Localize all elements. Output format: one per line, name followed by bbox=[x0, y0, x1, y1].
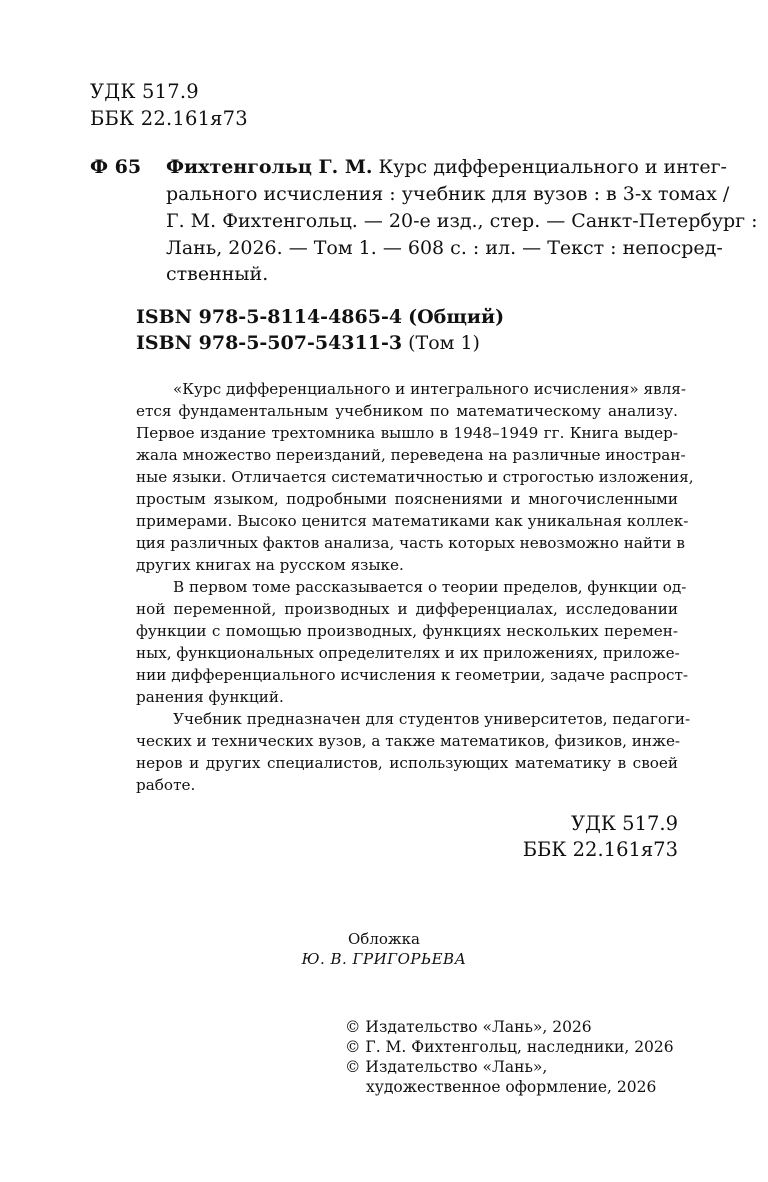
catalog-title: Курс дифференциального и интег- bbox=[378, 156, 727, 178]
copyright-line: © Издательство «Лань», bbox=[345, 1058, 548, 1076]
catalog-line bbox=[166, 156, 727, 178]
abstract-line: других книгах на русском языке. bbox=[136, 556, 404, 574]
abstract-line: ных, функциональных определителях и их приложениях, приложе- bbox=[136, 644, 680, 662]
abstract-line: ранения функций. bbox=[136, 688, 284, 706]
isbn-number: ISBN 978-5-507-54311-3 bbox=[136, 332, 403, 354]
abstract-line: В первом томе рассказывается о теории пределов, функции од- bbox=[173, 578, 687, 596]
udk-code: УДК 517.9 bbox=[90, 80, 199, 103]
abstract-line: примерами. Высоко ценится математиками как уникальная коллек- bbox=[136, 512, 689, 530]
catalog-line: Лань, 2026. — Том 1. — 608 с. : ил. — Текст : непосред- bbox=[166, 237, 723, 259]
isbn-note: (Общий) bbox=[408, 306, 505, 328]
abstract-line: Учебник предназначен для студентов университетов, педагоги- bbox=[173, 710, 691, 728]
bbk-code: ББК 22.161я73 bbox=[90, 107, 248, 130]
catalog-line: Г. М. Фихтенгольц. — 20-е изд., стер. — Санкт-Петербург : bbox=[166, 210, 758, 232]
abstract-line: простым языком, подробными пояснениями и многочисленными bbox=[136, 490, 678, 508]
copyright-line: © Издательство «Лань», 2026 bbox=[345, 1018, 592, 1036]
abstract-line: «Курс дифференциального и интегрального исчисления» явля- bbox=[173, 380, 686, 398]
abstract-line: Первое издание трехтомника вышло в 1948–1949 гг. Книга выдер- bbox=[136, 424, 678, 442]
isbn-volume bbox=[136, 332, 480, 354]
footer-udk-code: УДК 517.9 bbox=[570, 812, 678, 835]
abstract-line: ной переменной, производных и дифференциалах, исследовании bbox=[136, 600, 678, 618]
abstract-line: ческих и технических вузов, а также математиков, физиков, инже- bbox=[136, 732, 681, 750]
footer-bbk-code: ББК 22.161я73 bbox=[522, 838, 678, 861]
abstract-line: ция различных фактов анализа, часть которых невозможно найти в bbox=[136, 534, 685, 552]
abstract-line: неров и других специалистов, использующих математику в своей bbox=[136, 754, 678, 772]
copyright-line: художественное оформление, 2026 bbox=[366, 1078, 657, 1096]
catalog-author: Фихтенгольц Г. М. bbox=[166, 156, 373, 178]
catalog-line: ственный. bbox=[166, 263, 269, 285]
catalog-code: Ф 65 bbox=[90, 156, 142, 178]
abstract-line: нии дифференциального исчисления к геометрии, задаче распрост- bbox=[136, 666, 689, 684]
isbn-general bbox=[136, 306, 504, 328]
abstract-line: функции с помощью производных, функциях нескольких перемен- bbox=[136, 622, 678, 640]
catalog-line: рального исчисления : учебник для вузов : в 3-х томах / bbox=[166, 183, 730, 205]
abstract-line: ные языки. Отличается систематичностью и строгостью изложения, bbox=[136, 468, 694, 486]
cover-artist: Ю. В. ГРИГОРЬЕВА bbox=[301, 950, 467, 968]
cover-label: Обложка bbox=[347, 930, 420, 948]
copyright-line: © Г. М. Фихтенгольц, наследники, 2026 bbox=[345, 1038, 674, 1056]
isbn-note: (Том 1) bbox=[408, 332, 480, 354]
abstract-line: жала множество переизданий, переведена на различные иностран- bbox=[136, 446, 686, 464]
abstract-line: ется фундаментальным учебником по математическому анализу. bbox=[136, 402, 678, 420]
isbn-number: ISBN 978-5-8114-4865-4 bbox=[136, 306, 403, 328]
abstract-line: работе. bbox=[136, 776, 196, 794]
